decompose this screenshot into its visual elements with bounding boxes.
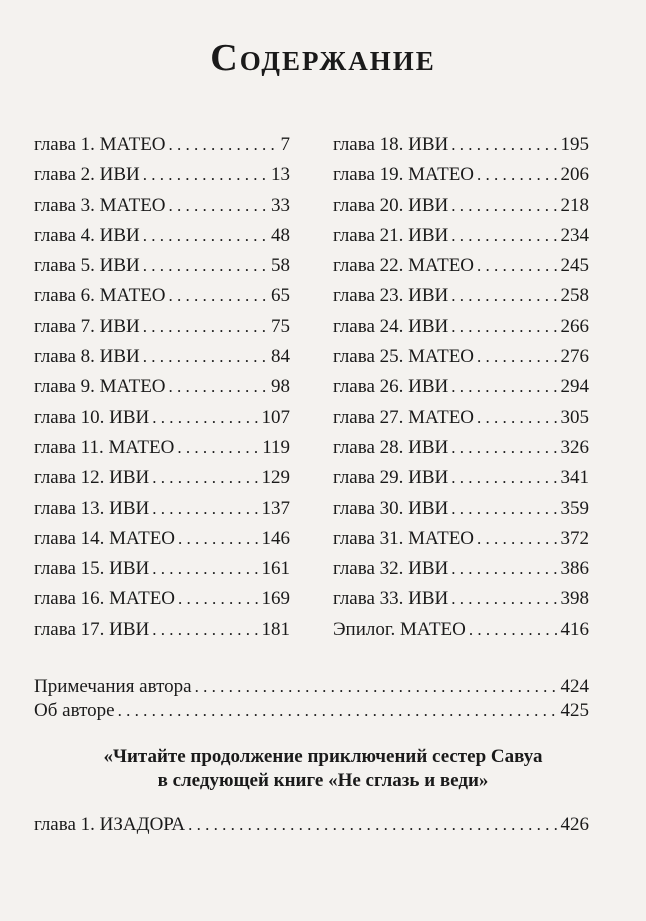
toc-entry-label: глава 10. ИВИ xyxy=(34,406,150,428)
toc-leader-dots xyxy=(178,529,258,549)
toc-leader-dots xyxy=(451,438,557,458)
toc-entry-page: 305 xyxy=(560,406,589,428)
toc-leader-dots xyxy=(195,677,558,697)
toc-entry xyxy=(34,134,290,164)
toc-entry-label: глава 24. ИВИ xyxy=(333,315,449,337)
toc-entry-page: 58 xyxy=(271,255,290,277)
toc-entry xyxy=(34,225,290,255)
toc-entry xyxy=(34,528,290,558)
toc-entry xyxy=(34,498,290,528)
toc-entry xyxy=(333,225,589,255)
toc-leader-dots xyxy=(118,701,558,721)
toc-entry-page: 294 xyxy=(560,376,589,398)
toc-entry-label: глава 16. МАТЕО xyxy=(34,588,176,610)
toc-leader-dots xyxy=(152,468,258,488)
toc-entry-page: 258 xyxy=(560,285,589,307)
toc-entry-label: глава 2. ИВИ xyxy=(34,164,140,186)
toc-entry-bonus-chapter xyxy=(34,814,589,838)
toc-entry-page: 146 xyxy=(261,527,290,549)
toc-entry-page: 13 xyxy=(271,164,290,186)
toc-leader-dots xyxy=(451,377,557,397)
toc-entry-page: 181 xyxy=(261,618,290,640)
toc-entry-label: глава 25. МАТЕО xyxy=(333,346,475,368)
toc-entry-page: 98 xyxy=(271,376,290,398)
toc-entry-page: 276 xyxy=(560,346,589,368)
toc-entry-page: 218 xyxy=(560,194,589,216)
toc-leader-dots xyxy=(169,286,268,306)
toc-entry-page: 65 xyxy=(271,285,290,307)
toc-entry-label: глава 26. ИВИ xyxy=(333,376,449,398)
toc-entry-label: глава 11. МАТЕО xyxy=(34,436,175,458)
toc-leader-dots xyxy=(451,589,557,609)
toc-entry xyxy=(34,195,290,225)
toc-entry-page: 398 xyxy=(560,588,589,610)
toc-entry-label: глава 12. ИВИ xyxy=(34,467,150,489)
toc-entry xyxy=(333,498,589,528)
toc-entry-label: Об авторе xyxy=(34,700,115,721)
toc-entry-label: глава 19. МАТЕО xyxy=(333,164,475,186)
toc-entry-label: глава 29. ИВИ xyxy=(333,467,449,489)
toc-leader-dots xyxy=(477,256,557,276)
toc-entry xyxy=(333,195,589,225)
toc-entry-page: 48 xyxy=(271,224,290,246)
toc-entry xyxy=(34,407,290,437)
toc-entry-author-notes xyxy=(34,676,589,700)
toc-entry-label: глава 7. ИВИ xyxy=(34,315,140,337)
toc-entry xyxy=(333,558,589,588)
toc-leader-dots xyxy=(451,135,557,155)
toc-entry xyxy=(333,437,589,467)
toc-leader-dots xyxy=(169,196,268,216)
toc-leader-dots xyxy=(143,165,268,185)
toc-leader-dots xyxy=(178,589,258,609)
toc-leader-dots xyxy=(152,408,258,428)
toc-entry-page: 424 xyxy=(560,676,589,697)
toc-entry xyxy=(34,316,290,346)
toc-leader-dots xyxy=(451,559,557,579)
toc-leader-dots xyxy=(451,196,557,216)
toc-entry xyxy=(34,588,290,618)
toc-entry xyxy=(333,285,589,315)
toc-leader-dots xyxy=(451,226,557,246)
toc-entry-page: 33 xyxy=(271,194,290,216)
toc-entry-label: глава 32. ИВИ xyxy=(333,558,449,580)
toc-entry-page: 161 xyxy=(261,558,290,580)
toc-entry xyxy=(34,255,290,285)
toc-entry-page: 359 xyxy=(560,497,589,519)
page-title: Содержание xyxy=(210,37,436,79)
toc-entry-page: 416 xyxy=(560,618,589,640)
toc-entry-page: 426 xyxy=(560,814,589,835)
toc-entry-label: глава 6. МАТЕО xyxy=(34,285,166,307)
toc-entry-page: 119 xyxy=(262,436,290,458)
toc-entry xyxy=(34,164,290,194)
toc-entry-label: глава 14. МАТЕО xyxy=(34,527,176,549)
toc-entry-label: глава 1. ИЗАДОРА xyxy=(34,814,186,835)
toc-entry-page: 234 xyxy=(560,224,589,246)
toc-leader-dots xyxy=(143,226,268,246)
toc-entry-page: 75 xyxy=(271,315,290,337)
toc-entry-label: глава 17. ИВИ xyxy=(34,618,150,640)
toc-entry xyxy=(34,376,290,406)
toc-entry xyxy=(333,255,589,285)
toc-entry-page: 341 xyxy=(560,467,589,489)
toc-leader-dots xyxy=(451,286,557,306)
toc-entry xyxy=(34,558,290,588)
toc-leader-dots xyxy=(188,815,557,835)
toc-entry-label: глава 21. ИВИ xyxy=(333,224,449,246)
toc-entry-label: глава 27. МАТЕО xyxy=(333,406,475,428)
toc-left-column xyxy=(34,134,290,649)
toc-leader-dots xyxy=(451,499,557,519)
toc-entry xyxy=(333,467,589,497)
toc-entry-label: глава 23. ИВИ xyxy=(333,285,449,307)
toc-entry-label: глава 22. МАТЕО xyxy=(333,255,475,277)
toc-leader-dots xyxy=(143,256,268,276)
toc-entry xyxy=(333,619,589,649)
toc-leader-dots xyxy=(152,499,258,519)
toc-leader-dots xyxy=(143,347,268,367)
toc-leader-dots xyxy=(477,347,557,367)
toc-entry xyxy=(333,407,589,437)
toc-entry-label: Примечания автора xyxy=(34,676,192,697)
toc-right-column xyxy=(333,134,589,649)
toc-entry xyxy=(333,528,589,558)
toc-entry xyxy=(333,588,589,618)
toc-entry-about-author xyxy=(34,700,589,724)
toc-leader-dots xyxy=(152,620,258,640)
toc-leader-dots xyxy=(143,317,268,337)
toc-leader-dots xyxy=(169,377,268,397)
toc-leader-dots xyxy=(477,529,557,549)
toc-entry xyxy=(333,376,589,406)
toc-entry xyxy=(34,346,290,376)
toc-entry-page: 129 xyxy=(261,467,290,489)
toc-leader-dots xyxy=(451,468,557,488)
toc-entry-label: глава 31. МАТЕО xyxy=(333,527,475,549)
toc-entry xyxy=(34,285,290,315)
toc-entry-page: 7 xyxy=(280,134,290,155)
toc-entry-page: 195 xyxy=(560,134,589,155)
toc-entry-page: 326 xyxy=(560,436,589,458)
toc-entry-label: глава 13. ИВИ xyxy=(34,497,150,519)
toc-entry-page: 425 xyxy=(560,700,589,721)
toc-entry-label: Эпилог. МАТЕО xyxy=(333,618,466,640)
promo-line-1: «Читайте продолжение приключений сестер Савуа xyxy=(103,746,543,767)
toc-entry-page: 137 xyxy=(261,497,290,519)
toc-leader-dots xyxy=(152,559,258,579)
toc-entry-label: глава 8. ИВИ xyxy=(34,346,140,368)
toc-entry xyxy=(333,134,589,164)
toc-entry-label: глава 33. ИВИ xyxy=(333,588,449,610)
toc-entry-page: 245 xyxy=(560,255,589,277)
toc-entry-page: 107 xyxy=(261,406,290,428)
sequel-promo xyxy=(30,745,616,793)
toc-entry-label: глава 30. ИВИ xyxy=(333,497,449,519)
toc-leader-dots xyxy=(477,408,557,428)
toc-leader-dots xyxy=(169,135,278,155)
toc-entry-label: глава 28. ИВИ xyxy=(333,436,449,458)
toc-entry-label: глава 1. МАТЕО xyxy=(34,134,166,155)
toc-entry-page: 266 xyxy=(560,315,589,337)
toc-entry-page: 206 xyxy=(560,164,589,186)
toc-entry-label: глава 15. ИВИ xyxy=(34,558,150,580)
toc-entry-label: глава 5. ИВИ xyxy=(34,255,140,277)
toc-leader-dots xyxy=(477,165,557,185)
toc-entry-label: глава 20. ИВИ xyxy=(333,194,449,216)
toc-leader-dots xyxy=(469,620,558,640)
toc-entry-page: 372 xyxy=(560,527,589,549)
toc-entry xyxy=(333,164,589,194)
toc-entry-label: глава 4. ИВИ xyxy=(34,224,140,246)
toc-entry xyxy=(34,437,290,467)
toc-entry-page: 386 xyxy=(560,558,589,580)
toc-entry-page: 169 xyxy=(261,588,290,610)
toc-entry-label: глава 3. МАТЕО xyxy=(34,194,166,216)
toc-entry-label: глава 18. ИВИ xyxy=(333,134,449,155)
toc-entry xyxy=(333,316,589,346)
toc-entry-page: 84 xyxy=(271,346,290,368)
toc-entry xyxy=(34,619,290,649)
toc-entry xyxy=(333,346,589,376)
toc-leader-dots xyxy=(451,317,557,337)
toc-entry xyxy=(34,467,290,497)
toc-leader-dots xyxy=(177,438,259,458)
promo-line-2: в следующей книге «Не сглазь и веди» xyxy=(157,770,489,791)
toc-entry-label: глава 9. МАТЕО xyxy=(34,376,166,398)
